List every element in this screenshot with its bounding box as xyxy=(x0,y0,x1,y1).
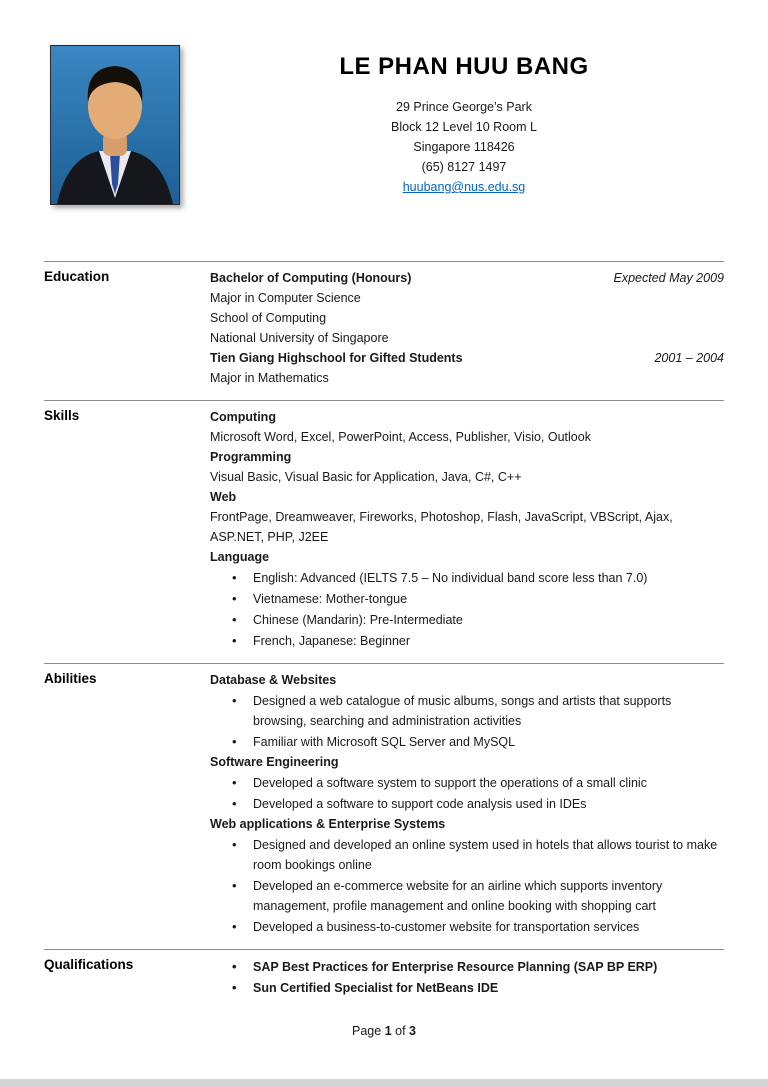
contact-block xyxy=(180,97,748,197)
page-title: LE PHAN HUU BANG xyxy=(339,53,589,80)
email-link[interactable]: huubang@nus.edu.sg xyxy=(402,180,526,194)
bullet-item: • Developed an e-commerce website for an airline which supports inventory management, profile management and online booking with shopping cart xyxy=(210,876,724,916)
abilities-group-heading: Database & Websites xyxy=(210,673,337,687)
section-label-qualifications: Qualifications xyxy=(44,957,134,972)
abilities-bullet-list xyxy=(210,835,724,937)
text-line: Major in Mathematics xyxy=(210,371,329,385)
abilities-group-heading: Web applications & Enterprise Systems xyxy=(210,817,446,831)
footer-page-of: of xyxy=(395,1024,406,1038)
text-line: Visual Basic, Visual Basic for Application, Java, C#, C++ xyxy=(210,470,522,484)
text-line: Microsoft Word, Excel, PowerPoint, Access, Publisher, Visio, Outlook xyxy=(210,430,591,444)
section-label-abilities: Abilities xyxy=(44,671,97,686)
bullet-item: • French, Japanese: Beginner xyxy=(210,631,724,651)
degree-title: Bachelor of Computing (Honours) xyxy=(210,271,412,285)
text-line: School of Computing xyxy=(210,311,327,325)
contact-phone: (65) 8127 1497 xyxy=(421,160,507,174)
page-footer xyxy=(44,1024,724,1038)
bullet-item: • Familiar with Microsoft SQL Server and MySQL xyxy=(210,732,724,752)
bullet-item: • Developed a software to support code analysis used in IDEs xyxy=(210,794,724,814)
qualifications-bullet-list xyxy=(210,957,724,998)
section-label-skills: Skills xyxy=(44,408,80,423)
bottom-gray-strip xyxy=(0,1079,768,1087)
bullet-item: • English: Advanced (IELTS 7.5 – No individual band score less than 7.0) xyxy=(210,568,724,588)
abilities-bullet-list xyxy=(210,691,724,752)
contact-address-line2: Block 12 Level 10 Room L xyxy=(391,120,537,134)
skills-group-heading: Language xyxy=(210,550,270,564)
text-line: FrontPage, Dreamweaver, Fireworks, Photoshop, Flash, JavaScript, VBScript, Ajax, ASP.NET, PHP, J2EE xyxy=(210,510,673,544)
section-education xyxy=(44,261,724,400)
text-line: National University of Singapore xyxy=(210,331,389,345)
school-title: Tien Giang Highschool for Gifted Students xyxy=(210,351,463,365)
section-body-abilities xyxy=(210,670,724,937)
skills-group-heading: Programming xyxy=(210,450,292,464)
bullet-item: • Designed a web catalogue of music albums, songs and artists that supports browsing, searching and administration activities xyxy=(210,691,724,731)
resume-body xyxy=(0,261,768,1038)
bullet-item: • Developed a business-to-customer website for transportation services xyxy=(210,917,724,937)
bullet-item: • Vietnamese: Mother-tongue xyxy=(210,589,724,609)
degree-date: Expected May 2009 xyxy=(613,271,724,285)
portrait-photo xyxy=(50,45,180,205)
footer-page-prefix: Page xyxy=(352,1024,382,1038)
portrait-photo-graphic xyxy=(51,46,179,204)
school-date: 2001 – 2004 xyxy=(654,351,724,365)
footer-page-current: 1 xyxy=(384,1024,392,1038)
skills-group-heading: Web xyxy=(210,490,237,504)
section-abilities xyxy=(44,663,724,949)
section-body-education xyxy=(210,268,724,388)
bullet-item: • Designed and developed an online system used in hotels that allows tourist to make room bookings online xyxy=(210,835,724,875)
bullet-item: • Developed a software system to support the operations of a small clinic xyxy=(210,773,724,793)
bullet-item: • Chinese (Mandarin): Pre-Intermediate xyxy=(210,610,724,630)
text-line: Major in Computer Science xyxy=(210,291,361,305)
footer-page-total: 3 xyxy=(409,1024,416,1038)
resume-header xyxy=(0,0,768,205)
contact-address-line1: 29 Prince George’s Park xyxy=(396,100,532,114)
abilities-group-heading: Software Engineering xyxy=(210,755,339,769)
section-label-education: Education xyxy=(44,269,110,284)
contact-address-line3: Singapore 118426 xyxy=(413,140,515,154)
section-qualifications xyxy=(44,949,724,1010)
section-body-skills xyxy=(210,407,724,651)
skills-group-heading: Computing xyxy=(210,410,276,424)
section-skills xyxy=(44,400,724,663)
header-text-block xyxy=(180,45,768,205)
abilities-bullet-list xyxy=(210,773,724,814)
bullet-item: • Sun Certified Specialist for NetBeans IDE xyxy=(210,978,724,998)
bullet-item: • SAP Best Practices for Enterprise Resource Planning (SAP BP ERP) xyxy=(210,957,724,977)
education-entry-title-row xyxy=(210,268,724,288)
section-body-qualifications xyxy=(210,956,724,998)
language-bullet-list xyxy=(210,568,724,651)
education-entry-title-row xyxy=(210,348,724,368)
